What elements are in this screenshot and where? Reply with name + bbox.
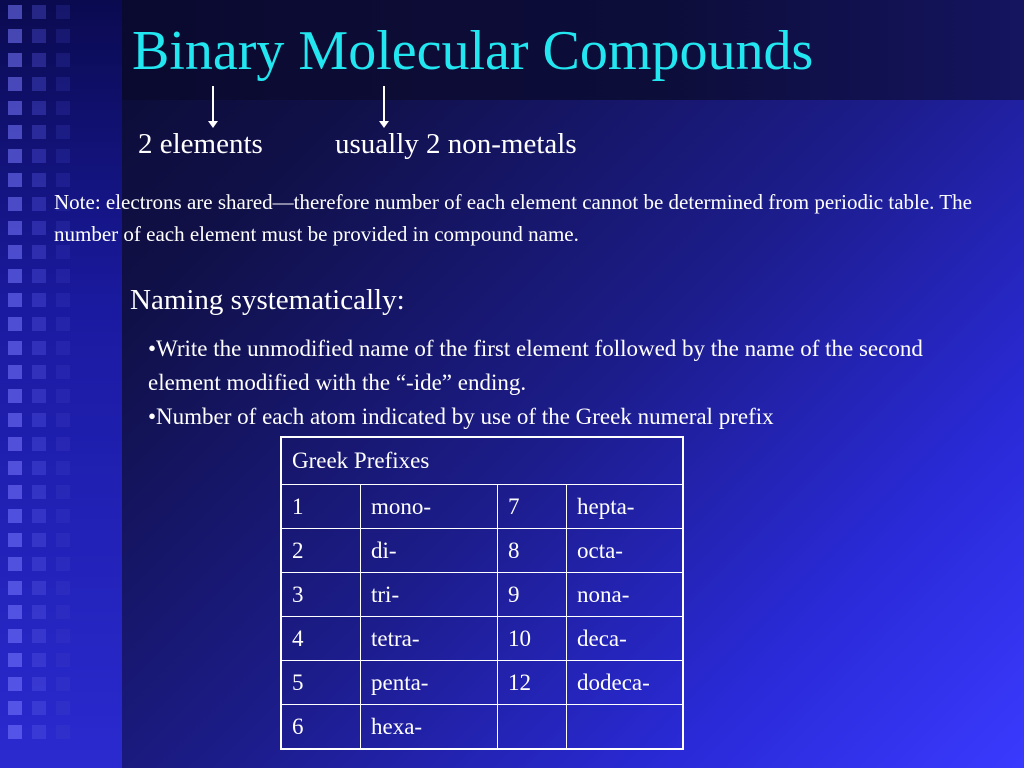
- decorative-square: [32, 389, 46, 403]
- decorative-square: [8, 317, 22, 331]
- decorative-square: [56, 29, 70, 43]
- decorative-square: [8, 125, 22, 139]
- table-header-cell: Greek Prefixes: [281, 437, 683, 485]
- decorative-square: [32, 461, 46, 475]
- table-cell-number: 1: [281, 485, 361, 529]
- decorative-square: [8, 5, 22, 19]
- decorative-square: [56, 653, 70, 667]
- table-cell-prefix: [567, 705, 684, 750]
- decorative-square: [8, 509, 22, 523]
- decorative-square: [8, 149, 22, 163]
- decorative-square: [32, 365, 46, 379]
- decorative-square: [8, 413, 22, 427]
- decorative-square: [32, 533, 46, 547]
- decorative-square: [8, 485, 22, 499]
- decorative-square: [32, 413, 46, 427]
- decorative-squares-column: [30, 0, 48, 768]
- decorative-square: [56, 605, 70, 619]
- decorative-square: [56, 413, 70, 427]
- decorative-square: [32, 509, 46, 523]
- decorative-square: [32, 605, 46, 619]
- decorative-square: [32, 173, 46, 187]
- note-text: Note: electrons are shared—therefore number of each element cannot be determined from periodic table. The number of each element must be provided in compound name.: [54, 190, 972, 246]
- table-cell-prefix: hepta-: [567, 485, 684, 529]
- decorative-square: [32, 77, 46, 91]
- decorative-square: [56, 533, 70, 547]
- decorative-square: [56, 677, 70, 691]
- table-cell-number: 10: [498, 617, 567, 661]
- decorative-square: [8, 533, 22, 547]
- decorative-square: [8, 389, 22, 403]
- down-arrow-icon: [212, 86, 214, 122]
- table-cell-number: 9: [498, 573, 567, 617]
- table-row: [281, 705, 683, 750]
- decorative-square: [8, 221, 22, 235]
- decorative-square: [56, 557, 70, 571]
- decorative-square: [56, 725, 70, 739]
- table-cell-prefix: tetra-: [361, 617, 498, 661]
- decorative-square: [56, 173, 70, 187]
- decorative-square: [56, 77, 70, 91]
- table-cell-prefix: penta-: [361, 661, 498, 705]
- table-cell-number: 3: [281, 573, 361, 617]
- decorative-square: [56, 437, 70, 451]
- decorative-square: [32, 29, 46, 43]
- table-cell-number: 5: [281, 661, 361, 705]
- decorative-square: [8, 293, 22, 307]
- table-cell-number: 2: [281, 529, 361, 573]
- decorative-square: [56, 341, 70, 355]
- decorative-square: [32, 677, 46, 691]
- decorative-square: [8, 197, 22, 211]
- decorative-square: [56, 293, 70, 307]
- decorative-square: [32, 725, 46, 739]
- table-cell-prefix: nona-: [567, 573, 684, 617]
- decorative-square: [56, 701, 70, 715]
- decorative-square: [56, 101, 70, 115]
- decorative-square: [56, 317, 70, 331]
- decorative-squares-column: [54, 0, 72, 768]
- bullet-item: •Write the unmodified name of the first element followed by the name of the second element modified with the “-ide” ending.: [148, 336, 923, 395]
- decorative-square: [32, 293, 46, 307]
- table-row: [281, 661, 683, 705]
- subpoint-elements: 2 elements: [138, 128, 263, 160]
- bullet-item: •Number of each atom indicated by use of the Greek numeral prefix: [148, 404, 774, 429]
- decorative-square: [8, 101, 22, 115]
- table-cell-prefix: dodeca-: [567, 661, 684, 705]
- decorative-square: [56, 581, 70, 595]
- decorative-square: [8, 77, 22, 91]
- decorative-square: [32, 341, 46, 355]
- naming-heading: Naming systematically:: [130, 284, 405, 316]
- decorative-square: [56, 53, 70, 67]
- left-decorative-strip: [0, 0, 122, 768]
- decorative-square: [8, 245, 22, 259]
- decorative-square: [8, 701, 22, 715]
- decorative-square: [32, 269, 46, 283]
- table-header-row: [281, 437, 683, 485]
- decorative-square: [32, 317, 46, 331]
- decorative-square: [56, 461, 70, 475]
- decorative-square: [32, 149, 46, 163]
- decorative-square: [8, 653, 22, 667]
- table-row: [281, 529, 683, 573]
- table-cell-number: 6: [281, 705, 361, 750]
- decorative-square: [32, 581, 46, 595]
- decorative-square: [8, 461, 22, 475]
- bullet-list: [148, 332, 998, 434]
- table-row: [281, 485, 683, 529]
- table-row: [281, 573, 683, 617]
- decorative-square: [8, 341, 22, 355]
- decorative-square: [56, 509, 70, 523]
- decorative-square: [56, 629, 70, 643]
- decorative-square: [32, 5, 46, 19]
- decorative-square: [32, 701, 46, 715]
- decorative-square: [56, 125, 70, 139]
- decorative-squares-column: [6, 0, 24, 768]
- decorative-square: [56, 389, 70, 403]
- decorative-square: [56, 269, 70, 283]
- table-cell-prefix: tri-: [361, 573, 498, 617]
- table-cell-number: 12: [498, 661, 567, 705]
- decorative-square: [32, 101, 46, 115]
- table-row: [281, 617, 683, 661]
- decorative-square: [8, 53, 22, 67]
- decorative-square: [32, 557, 46, 571]
- decorative-square: [8, 173, 22, 187]
- slide-title: Binary Molecular Compounds: [132, 20, 814, 82]
- table-cell-prefix: di-: [361, 529, 498, 573]
- decorative-square: [32, 485, 46, 499]
- decorative-square: [32, 629, 46, 643]
- decorative-square: [32, 245, 46, 259]
- decorative-square: [32, 197, 46, 211]
- decorative-square: [56, 5, 70, 19]
- table-cell-number: 4: [281, 617, 361, 661]
- decorative-square: [56, 149, 70, 163]
- table-cell-number: 8: [498, 529, 567, 573]
- subpoint-non-metals: usually 2 non-metals: [335, 128, 577, 160]
- decorative-square: [8, 557, 22, 571]
- table-cell-prefix: deca-: [567, 617, 684, 661]
- decorative-square: [8, 677, 22, 691]
- decorative-square: [8, 581, 22, 595]
- down-arrow-icon: [383, 86, 385, 122]
- decorative-square: [56, 485, 70, 499]
- decorative-square: [8, 725, 22, 739]
- decorative-square: [32, 437, 46, 451]
- decorative-square: [8, 365, 22, 379]
- decorative-square: [32, 125, 46, 139]
- table-cell-number: [498, 705, 567, 750]
- decorative-square: [8, 269, 22, 283]
- decorative-square: [8, 629, 22, 643]
- decorative-square: [8, 29, 22, 43]
- greek-prefixes-table: [280, 436, 684, 750]
- decorative-square: [32, 53, 46, 67]
- decorative-square: [8, 437, 22, 451]
- table-cell-number: 7: [498, 485, 567, 529]
- decorative-square: [32, 653, 46, 667]
- decorative-square: [32, 221, 46, 235]
- decorative-square: [8, 605, 22, 619]
- table-cell-prefix: hexa-: [361, 705, 498, 750]
- table-cell-prefix: octa-: [567, 529, 684, 573]
- decorative-square: [56, 365, 70, 379]
- table-cell-prefix: mono-: [361, 485, 498, 529]
